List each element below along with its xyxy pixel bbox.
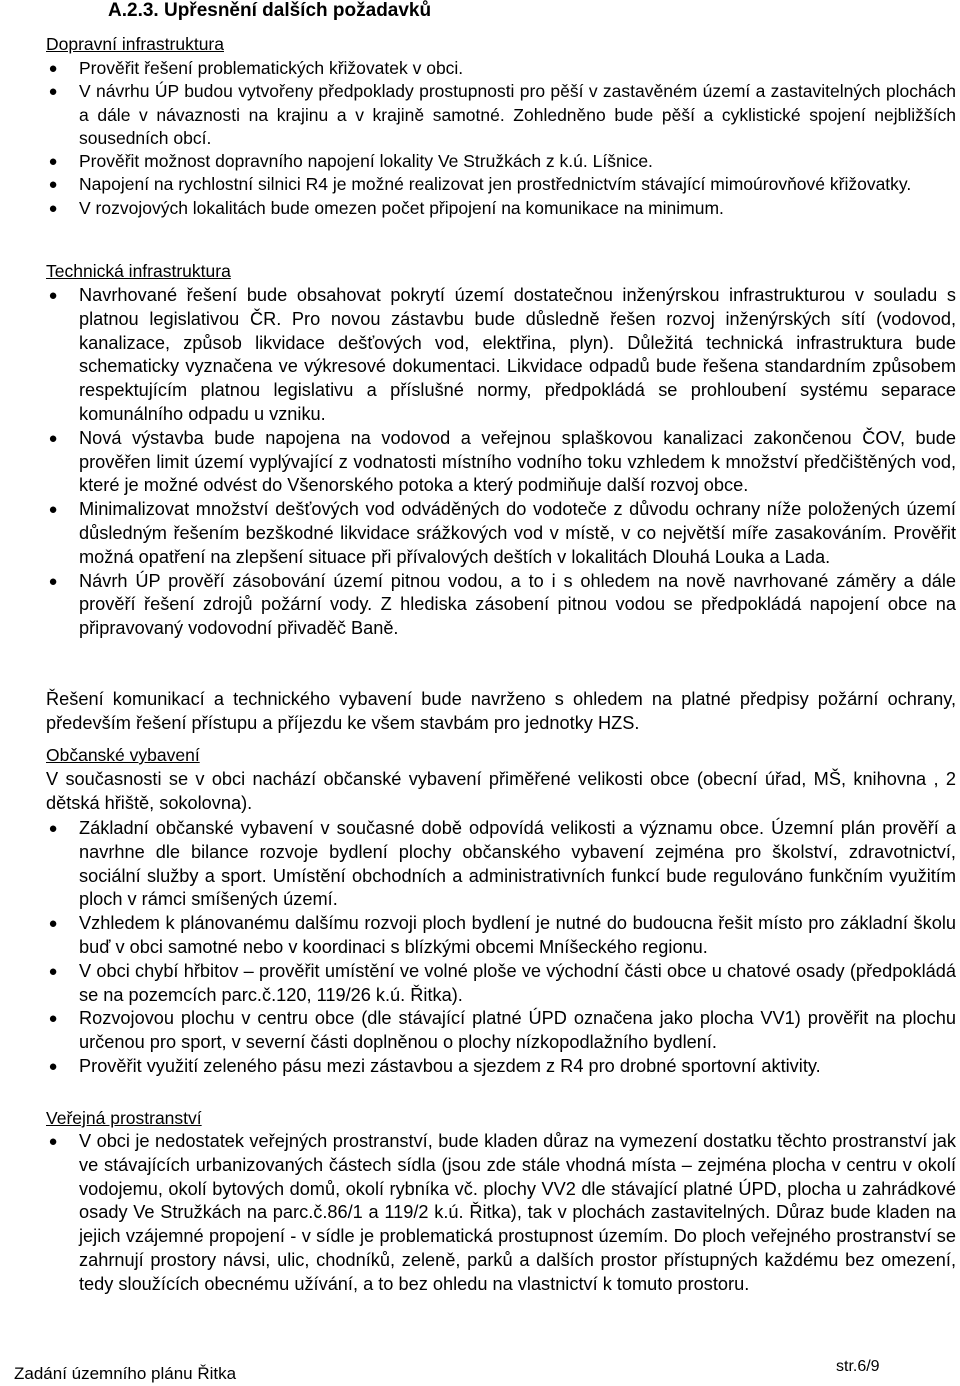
subheading-verejna: Veřejná prostranství xyxy=(46,1108,202,1128)
bullet-icon: ● xyxy=(48,176,58,194)
list-item: ● Vzhledem k plánovanému dalšímu rozvoji ploch bydlení je nutné do budoucna řešit místo pro základní školu buď v obci samotné nebo v koordinaci s blízkými obcemi Mníšeckého regionu. xyxy=(46,912,956,960)
list-item: ● Prověřit možnost dopravního napojení lokality Ve Stružkách z k.ú. Líšnice. xyxy=(46,150,956,173)
bullet-icon: ● xyxy=(48,60,58,77)
list-item: ● V návrhu ÚP budou vytvořeny předpoklady prostupnosti pro pěší v zastavěném území a zastavitelných plochách a dále v návaznosti na krajinu a v krajině samotné. Zohledněno bude pěší a cyklistické spojení nejbližších sousedních obcí. xyxy=(46,80,956,150)
bullet-icon: ● xyxy=(48,287,58,304)
list-item: ● V obci chybí hřbitov – prověřit umístění ve volné ploše ve východní části obce u chatové osady (předpokládá se na pozemcích parc.č.120, 119/26 k.ú. Řitka). xyxy=(46,960,956,1008)
list-obcanske xyxy=(46,817,956,1079)
obcanske-intro: V současnosti se v obci nachází občanské vybavení přiměřené velikosti obce (obecní úřad, MŠ, knihovna , 2 dětská hřiště, sokolovna). xyxy=(46,769,956,813)
list-doprava xyxy=(46,57,956,220)
bullet-icon: ● xyxy=(48,429,58,447)
footer-page-number: str.6/9 xyxy=(836,1358,880,1375)
list-item: ● Navrhované řešení bude obsahovat pokrytí území dostatečnou inženýrskou infrastrukturou v souladu s platnou legislativou ČR. Pro novou zástavbu bude důsledně řešen rozvoj inženýrských sítí (vodovod, kanalizace, způsob likvidace dešťových vod, elektřina, plyn). Důležitá technická infrastruktura bude schematicky vyznačena ve výkresové dokumentaci. Likvidace odpadů bude řešena standardním způsobem respektujícím platnou legislativu a příslušné normy, předpokládá se prohloubení systému separace komunálního odpadu u vzniku. xyxy=(46,284,956,427)
list-item: ● Základní občanské vybavení v současné době odpovídá velikosti a významu obce. Územní plán prověří a navrhne dle bilance rozvoje bydlení plochy občanského vybavení zejména pro školství, zdravotnictví, sociální služby a sport. Umístění obchodních a administrativních funkcí bude regulováno funkčním využitím ploch v rámci smíšených území. xyxy=(46,817,956,912)
bullet-icon: ● xyxy=(48,1010,58,1028)
bullet-icon: ● xyxy=(48,962,58,980)
bullet-icon: ● xyxy=(48,915,58,933)
bullet-icon: ● xyxy=(48,501,58,519)
subheading-doprava: Dopravní infrastruktura xyxy=(46,34,224,54)
footer-document-title: Zadání územního plánu Řitka xyxy=(14,1364,237,1383)
bullet-icon: ● xyxy=(48,199,58,217)
bullet-icon: ● xyxy=(48,820,58,837)
subheading-technicka: Technická infrastruktura xyxy=(46,261,231,281)
list-item: ● Minimalizovat množství dešťových vod odváděných do vodoteče z důvodu ochrany níže položených území důsledným řešením bezškodné likvidace srážkových vod v místě, v co největší míře zasakováním. Prověřit možná opatření na zlepšení situace při přívalových deštích v lokalitách Dlouhá Louka a Lada. xyxy=(46,498,956,569)
bullet-icon: ● xyxy=(48,572,58,590)
list-technicka xyxy=(46,284,956,641)
bullet-icon: ● xyxy=(48,153,58,171)
list-item: ● Návrh ÚP prověří zásobování území pitnou vodou, a to i s ohledem na nově navrhované záměry a dále prověří řešení zdrojů požární vody. Z hlediska zásobení pitnou vodou se předpokládá napojení obce na připravovaný vodovodní přivaděč Baně. xyxy=(46,570,956,641)
bullet-icon: ● xyxy=(48,83,58,101)
list-item: ● Prověřit využití zeleného pásu mezi zástavbou a sjezdem z R4 pro drobné sportovní aktivity. xyxy=(46,1055,956,1079)
technicka-note: Řešení komunikací a technického vybavení bude navrženo s ohledem na platné předpisy požární ochrany, především řešení přístupu a příjezdu ke všem stavbám pro jednotky HZS. xyxy=(46,689,956,733)
list-item: ● Nová výstavba bude napojena na vodovod a veřejnou splaškovou kanalizaci zakončenou ČOV, bude prověřen limit území vyplývající z vodnatosti místního vodního toku vzhledem k množství předčištěných vod, které je možné odvést do Všenorského potoka a který podmiňuje další rozvoj obce. xyxy=(46,427,956,498)
list-item: ● Napojení na rychlostní silnici R4 je možné realizovat jen prostřednictvím stávající mimoúrovňové křižovatky. xyxy=(46,173,956,196)
list-item: ● Rozvojovou plochu v centru obce (dle stávající platné ÚPD označena jako plocha VV1) prověřit na plochu určenou pro sport, v severní části doplněnou o plochy nízkopodlažního bydlení. xyxy=(46,1007,956,1055)
section-heading: A.2.3. Upřesnění dalších požadavků xyxy=(108,0,432,21)
list-item: ● V rozvojových lokalitách bude omezen počet připojení na komunikace na minimum. xyxy=(46,197,956,220)
subheading-obcanske: Občanské vybavení xyxy=(46,745,200,765)
bullet-icon: ● xyxy=(48,1057,58,1075)
list-item: ● V obci je nedostatek veřejných prostranství, bude kladen důraz na vymezení dostatku těchto prostranství jak ve stávajících urbanizovaných částech sídla (jsou zde stále vhodná místa – zejména plocha v centru v okolí vodojemu, okolí bytových domů, okolí rybníka vč. plochy VV2 dle stávající platné ÚPD, plocha u zahrádkové osady Ve Stružkách na parc.č.86/1 a 119/2 k.ú. Řitka), tak v plochách zastavitelných. Důraz bude kladen na jejich vzájemné propojení - v sídle je problematická prostupnost územím. Do ploch veřejného prostranství se zahrnují prostory návsi, ulic, chodníků, zeleně, parků a dalších prostor přístupných každému bez omezení, tedy sloužících obecnému užívání, a to bez ohledu na vlastnictví k tomuto prostoru. xyxy=(46,1130,956,1297)
list-verejna xyxy=(46,1130,956,1297)
list-item: ● Prověřit řešení problematických křižovatek v obci. xyxy=(46,57,956,80)
bullet-icon: ● xyxy=(48,1133,58,1150)
